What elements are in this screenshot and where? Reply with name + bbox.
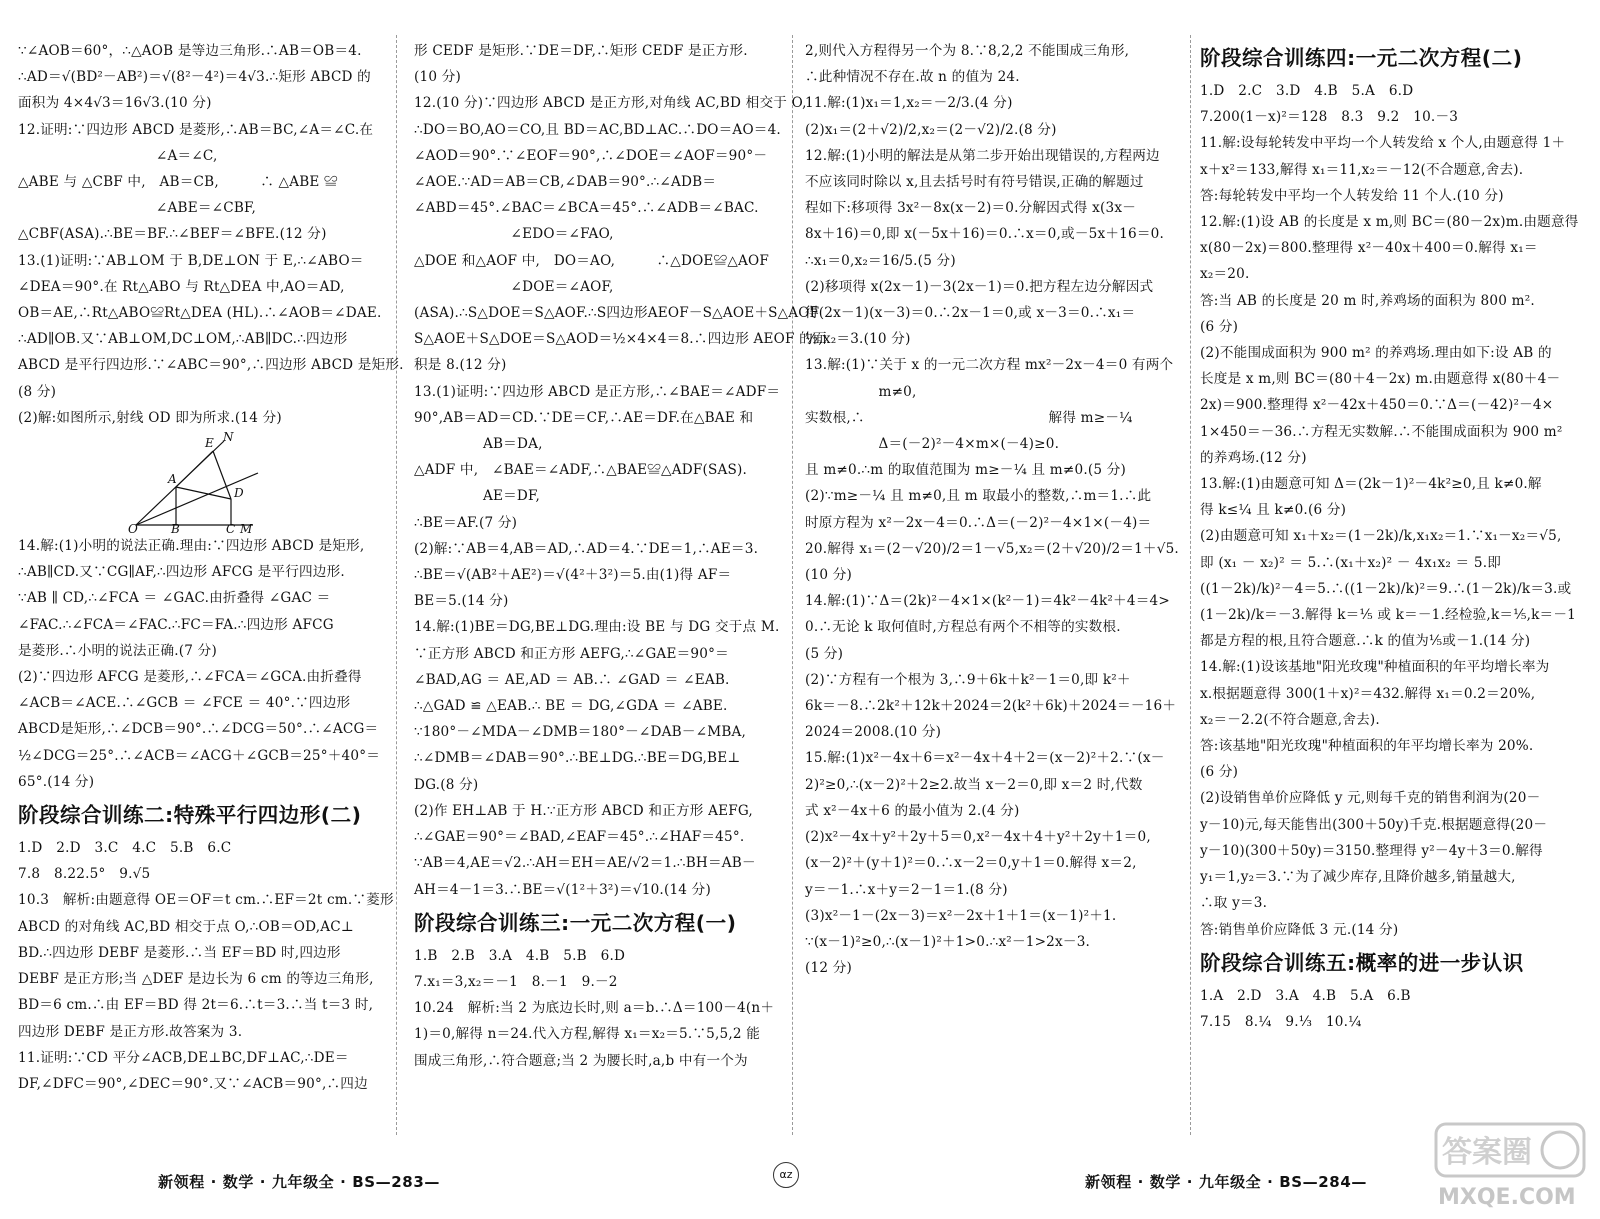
text-line: (2)∵m≥－¼ 且 m≠0,且 m 取最小的整数,∴m＝1.∴此	[805, 488, 1152, 505]
text-line: DF,∠DFC＝90°,∠DEC＝90°.又∵∠ACB＝90°,∴四边	[18, 1075, 368, 1092]
text-line: ∠EDO＝∠FAO,	[414, 226, 614, 243]
text-line: 10.3 解析:由题意得 OE＝OF＝t cm.∴EF＝2t cm.∵菱形	[18, 892, 394, 909]
text-line: x₂＝－2.2(不符合题意,舍去).	[1200, 711, 1380, 728]
text-line: 13.(1)证明:∵AB⊥OM 于 B,DE⊥ON 于 E,∴∠ABO＝	[18, 252, 364, 269]
text-line: 1)＝0,解得 n＝24.代入方程,解得 x₁＝x₂＝5.∵5,5,2 能	[414, 1026, 761, 1043]
text-line: ∠ACB＝∠ACE.∴∠GCB ＝ ∠FCE ＝ 40°.∵四边形	[18, 695, 351, 712]
text-line: (2)不能围成面积为 900 m² 的养鸡场.理由如下:设 AB 的	[1200, 345, 1552, 362]
text-line: 12.解:(1)小明的解法是从第二步开始出现错误的,方程两边	[805, 147, 1160, 164]
text-line: 不应该同时除以 x,且去括号时有符号错误,正确的解题过	[805, 174, 1144, 191]
text-line: 1×450＝－36.∴方程无实数解.∴不能围成面积为 900 m²	[1200, 423, 1563, 440]
text-line: y－10)元,每天能售出(300＋50y)千克.根据题意得(20－	[1200, 816, 1548, 833]
text-line: y－10)(300＋50y)＝3150.整理得 y²－4y＋3＝0.解得	[1200, 842, 1543, 859]
text-line: 2x)＝900.整理得 x²－42x＋450＝0.∵Δ＝(－42)²－4×	[1200, 397, 1554, 414]
text-line: 10.24 解析:当 2 为底边长时,则 a＝b.∴Δ＝100－4(n＋	[414, 1000, 775, 1017]
text-line: 得 k≤¼ 且 k≠0.(6 分)	[1200, 502, 1347, 519]
geometry-figure	[18, 430, 268, 537]
text-line: ∠ABD＝45°.∠BAC＝∠BCA＝45°.∴∠ADB＝∠BAC.	[414, 200, 759, 217]
text-line: 1.A 2.D 3.A 4.B 5.A 6.B	[1200, 987, 1411, 1004]
label-m: M	[240, 522, 253, 537]
text-line: (12 分)	[805, 960, 853, 977]
text-line: 形 CEDF 是矩形.∵DE＝DF,∴矩形 CEDF 是正方形.	[414, 43, 748, 59]
answer-column-3	[805, 38, 1178, 1128]
text-line: 6k＝－8.∴2k²＋12k＋2024＝2(k²＋6k)＋2024＝－16＋	[805, 698, 1177, 715]
text-line: 是菱形.∴小明的说法正确.(7 分)	[18, 642, 217, 659]
text-line: (6 分)	[1200, 318, 1239, 335]
text-line: (2)解:如图所示,射线 OD 即为所求.(14 分)	[18, 409, 282, 426]
text-line: y＝－1.∴x＋y＝2－1＝1.(8 分)	[805, 881, 1008, 898]
text-line: (10 分)	[805, 567, 853, 584]
section-title-4: 阶段综合训练四:一元二次方程(二)	[1200, 46, 1523, 70]
text-line: 20.解得 x₁＝(2－√20)/2＝1－√5,x₂＝(2＋√20)/2＝1＋√5.	[805, 540, 1179, 557]
text-line: 2,则代入方程得另一个为 8.∵8,2,2 不能围成三角形,	[805, 43, 1130, 59]
text-line: 12.证明:∵四边形 ABCD 是菱形,∴AB＝BC,∠A＝∠C.在	[18, 121, 374, 138]
column-divider	[396, 35, 397, 1135]
label-c: C	[226, 522, 236, 537]
text-line: DG.(8 分)	[414, 776, 479, 793]
text-line: 1.D 2.D 3.C 4.C 5.B 6.C	[18, 840, 232, 857]
label-e: E	[205, 436, 214, 451]
text-line: 程如下:移项得 3x²－8x(x－2)＝0.分解因式得 x(3x－	[805, 200, 1136, 217]
text-line: △DOE 和△AOF 中, DO＝AO, ∴△DOE≌△AOF	[414, 252, 769, 269]
text-line: 8x＋16)＝0,即 x(－5x＋16)＝0.∴x＝0,或－5x＋16＝0.	[805, 226, 1165, 243]
text-line: Δ＝(－2)²－4×m×(－4)≥0.	[805, 436, 1060, 453]
text-line: ∴此种情况不存在.故 n 的值为 24.	[805, 69, 1020, 86]
text-line: ∴x₁＝0,x₂＝16/5.(5 分)	[805, 252, 956, 269]
section-title-3: 阶段综合训练三:一元二次方程(一)	[414, 910, 737, 935]
text-line: ∵180°－∠MDA－∠DMB＝180°－∠DAB－∠MBA,	[414, 724, 747, 741]
text-line: 7.200(1－x)²＝128 8.3 9.2 10.－3	[1200, 109, 1459, 126]
label-o: O	[128, 522, 139, 537]
text-line: ∴取 y＝3.	[1200, 895, 1268, 912]
text-line: ABCD是矩形,∴∠DCB＝90°.∴∠DCG＝50°.∴∠ACG＝	[18, 721, 379, 738]
text-line: ∴∠DMB＝∠DAB＝90°.∴BE⊥DG.∴BE＝DG,BE⊥	[414, 750, 741, 767]
text-line: ∠BAD,AG ＝ AE,AD ＝ AB.∴ ∠GAD ＝ ∠EAB.	[414, 671, 730, 688]
text-line: (2)解:∵AB＝4,AB＝AD,∴AD＝4.∵DE＝1,∴AE＝3.	[414, 540, 759, 557]
text-line: x＋x²＝133,解得 x₁＝11,x₂＝－12(不合题意,舍去).	[1200, 161, 1524, 178]
text-line: 12.解:(1)设 AB 的长度是 x m,则 BC＝(80－2x)m.由题意得	[1200, 214, 1579, 231]
text-line: x.根据题意得 300(1＋x)²＝432.解得 x₁＝0.2＝20%,	[1200, 685, 1536, 702]
text-line: (2)作 EH⊥AB 于 H.∵正方形 ABCD 和正方形 AEFG,	[414, 802, 753, 819]
text-line: ½,x₂＝3.(10 分)	[805, 331, 911, 348]
text-line: ∴∠GAE＝90°＝∠BAD,∠EAF＝45°.∴∠HAF＝45°.	[414, 829, 745, 846]
text-line: ∵AB ∥ CD,∴∠FCA ＝ ∠GAC.由折叠得 ∠GAC ＝	[18, 590, 331, 607]
footer-left: 新领程 · 数学 · 九年级全 · BS—283—	[158, 1173, 440, 1191]
text-line: 围成三角形,∴符合题意;当 2 为腰长时,a,b 中有一个为	[414, 1052, 748, 1069]
text-line: 答:当 AB 的长度是 20 m 时,养鸡场的面积为 800 m².	[1200, 292, 1535, 309]
text-line: BD＝6 cm.∴由 EF＝BD 得 2t＝6.∴t＝3.∴当 t＝3 时,	[18, 997, 374, 1014]
text-line: ∴BE＝AF.(7 分)	[414, 514, 518, 531]
text-line: 13.解:(1)由题意可知 Δ＝(2k－1)²－4k²≥0,且 k≠0.解	[1200, 476, 1542, 493]
text-line: 1.B 2.B 3.A 4.B 5.B 6.D	[414, 947, 626, 964]
text-line: (x－2)²＋(y＋1)²＝0.∴x－2＝0,y＋1＝0.解得 x＝2,	[805, 855, 1137, 872]
text-line: x(80－2x)＝800.整理得 x²－40x＋400＝0.解得 x₁＝	[1200, 240, 1538, 257]
text-line: ∠AOD＝90°.∵∠EOF＝90°,∴∠DOE＝∠AOF＝90°－	[414, 147, 768, 164]
text-line: ∵正方形 ABCD 和正方形 AEFG,∴∠GAE＝90°＝	[414, 645, 729, 662]
text-line: ∴△GAD ≌ △EAB.∴ BE ＝ DG,∠GDA ＝ ∠ABE.	[414, 698, 728, 715]
text-line: ABCD 是平行四边形.∵∠ABC＝90°,∴四边形 ABCD 是矩形.	[18, 357, 404, 374]
text-line: 11.解:(1)x₁＝1,x₂＝－2/3.(4 分)	[805, 95, 1013, 112]
text-line: AE＝DF,	[414, 488, 541, 505]
text-line: 11.证明:∵CD 平分∠ACB,DE⊥BC,DF⊥AC,∴DE＝	[18, 1049, 349, 1066]
text-line: ∠DEA＝90°.在 Rt△ABO 与 Rt△DEA 中,AO＝AD,	[18, 278, 345, 295]
text-line: ∴AB∥CD.又∵CG∥AF,∴四边形 AFCG 是平行四边形.	[18, 564, 345, 581]
text-line: 式 x²－4x＋6 的最小值为 2.(4 分)	[805, 802, 1020, 819]
text-line: 13.(1)证明:∵四边形 ABCD 是正方形,∴∠BAE＝∠ADF＝	[414, 383, 781, 400]
text-line: ∠DOE＝∠AOF,	[414, 278, 614, 295]
text-line: ABCD 的对角线 AC,BD 相交于点 O,∴OB＝OD,AC⊥	[18, 918, 354, 935]
text-line: 长度是 x m,则 BC＝(80＋4－2x) m.由题意得 x(80＋4－	[1200, 371, 1561, 388]
text-line: y₁＝1,y₂＝3.∵为了减少库存,且降价越多,销量越大,	[1200, 869, 1516, 886]
section-title-5: 阶段综合训练五:概率的进一步认识	[1200, 950, 1524, 975]
text-line: 7.15 8.¼ 9.⅓ 10.¼	[1200, 1013, 1362, 1030]
text-line: (ASA).∴S△DOE＝S△AOF.∴S四边形AEOF－S△AOE＋S△AOF	[414, 305, 820, 322]
footer-right: 新领程 · 数学 · 九年级全 · BS—284—	[1085, 1173, 1367, 1191]
text-line: (8 分)	[18, 383, 57, 400]
text-line: ∵AB＝4,AE＝√2.∴AH＝EH＝AE/√2＝1.∴BH＝AB－	[414, 855, 756, 872]
text-line: △CBF(ASA).∴BE＝BF.∴∠BEF＝∠BFE.(12 分)	[18, 226, 327, 243]
text-line: (2)设销售单价应降低 y 元,则每千克的销售利润为(20－	[1200, 790, 1541, 807]
text-line: ∴DO＝BO,AO＝CO,且 BD＝AC,BD⊥AC.∴DO＝AO＝4.	[414, 121, 781, 138]
text-line: ∠FAC.∴∠FCA＝∠FAC.∴FC＝FA.∴四边形 AFCG	[18, 616, 334, 633]
text-line: 即 (x₁ － x₂)² ＝ 5.∴(x₁＋x₂)² － 4x₁x₂ ＝ 5.即	[1200, 554, 1502, 571]
text-line: (2)由题意可知 x₁＋x₂＝(1－2k)/k,x₁x₂＝1.∵x₁－x₂＝√5,	[1200, 528, 1562, 545]
text-line: 都是方程的根,且符合题意.∴k 的值为⅕或－1.(14 分)	[1200, 633, 1531, 650]
text-line: (10 分)	[414, 69, 462, 86]
text-line: 面积为 4×4√3＝16√3.(10 分)	[18, 95, 212, 112]
column-divider	[792, 35, 793, 1135]
text-line: 13.解:(1)∵关于 x 的一元二次方程 mx²－2x－4＝0 有两个	[805, 357, 1174, 374]
text-line: △ADF 中, ∠BAE＝∠ADF,∴△BAE≌△ADF(SAS).	[414, 462, 748, 479]
text-line: 得(2x－1)(x－3)＝0.∴2x－1＝0,或 x－3＝0.∴x₁＝	[805, 305, 1136, 322]
text-line: ∴BE＝√(AB²＋AE²)＝√(4²＋3²)＝5.由(1)得 AF＝	[414, 567, 732, 584]
watermark-url: MXQE.COM	[1438, 1185, 1576, 1210]
text-line: (2)∵四边形 AFCG 是菱形,∴∠FCA＝∠GCA.由折叠得	[18, 669, 362, 686]
text-line: 14.解:(1)小明的说法正确.理由:∵四边形 ABCD 是矩形,	[18, 538, 365, 555]
text-line: ∠ABE＝∠CBF,	[18, 200, 257, 217]
label-n: N	[223, 430, 234, 445]
answer-column-1	[18, 38, 404, 1128]
label-d: D	[234, 486, 244, 501]
watermark-text: 答案圈	[1442, 1135, 1532, 1170]
text-line: 且 m≠0.∴m 的取值范围为 m≥－¼ 且 m≠0.(5 分)	[805, 462, 1127, 479]
text-line: BE＝5.(14 分)	[414, 593, 509, 610]
text-line: OB＝AE,∴Rt△ABO≌Rt△DEA (HL).∴∠AOB＝∠DAE.	[18, 305, 382, 322]
text-line: 14.解:(1)∵Δ＝(2k)²－4×1×(k²－1)＝4k²－4k²＋4＝4>	[805, 593, 1170, 610]
watermark-logo	[1430, 1118, 1590, 1210]
text-line: x₂＝20.	[1200, 266, 1250, 283]
text-line: 积是 8.(12 分)	[414, 357, 507, 374]
label-a: A	[168, 472, 177, 487]
text-line: 12.(10 分)∵四边形 ABCD 是正方形,对角线 AC,BD 相交于 O,	[414, 95, 807, 112]
text-line: ((1－2k)/k)²－4＝5.∴((1－2k)/k)²＝9.∴(1－2k)/k＝3.或	[1200, 580, 1572, 597]
text-line: 答:销售单价应降低 3 元.(14 分)	[1200, 921, 1399, 938]
text-line: ∠AOE.∵AD＝AB＝CB,∠DAB＝90°.∴∠ADB＝	[414, 174, 717, 191]
text-line: BD.∴四边形 DEBF 是菱形.∴当 EF＝BD 时,四边形	[18, 944, 341, 961]
text-line: 1.D 2.C 3.D 4.B 5.A 6.D	[1200, 83, 1414, 99]
text-line: 答:每轮转发中平均一个人转发给 11 个人.(10 分)	[1200, 187, 1504, 204]
text-line: (2)移项得 x(2x－1)－3(2x－1)＝0.把方程左边分解因式	[805, 278, 1154, 295]
section-title-2: 阶段综合训练二:特殊平行四边形(二)	[18, 803, 362, 828]
text-line: 0.∴无论 k 取何值时,方程总有两个不相等的实数根.	[805, 619, 1121, 636]
text-line: ∠A＝∠C,	[18, 147, 218, 164]
text-line: (2)x₁＝(2＋√2)/2,x₂＝(2－√2)/2.(8 分)	[805, 121, 1057, 138]
text-line: DEBF 是正方形;当 △DEF 是边长为 6 cm 的等边三角形,	[18, 971, 374, 988]
text-line: ∵∠AOB＝60°，∴△AOB 是等边三角形.∴AB＝OB＝4.	[18, 43, 362, 59]
text-line: S△AOE＋S△DOE＝S△AOD＝½×4×4＝8.∴四边形 AEOF 的面	[414, 331, 827, 348]
text-line: (2)∵方程有一个根为 3,∴9＋6k＋k²－1＝0,即 k²＋	[805, 671, 1131, 688]
text-line: AH＝4－1＝3.∴BE＝√(1²＋3²)＝√10.(14 分)	[414, 881, 711, 898]
text-line: (1－2k)/k＝－3.解得 k＝⅕ 或 k＝－1.经检验,k＝⅕,k＝－1	[1200, 607, 1576, 624]
page-mark: αz	[773, 1162, 799, 1188]
text-line: m≠0,	[805, 383, 917, 400]
text-line: 65°.(14 分)	[18, 773, 95, 790]
text-line: 2)²≥0,∴(x－2)²＋2≥2.故当 x－2＝0,即 x＝2 时,代数	[805, 776, 1143, 793]
column-divider	[1190, 35, 1191, 1135]
text-line: △ABE 与 △CBF 中, AB＝CB, ∴ △ABE ≌	[18, 174, 338, 191]
text-line: AB＝DA,	[414, 436, 543, 453]
text-line: 四边形 DEBF 是正方形.故答案为 3.	[18, 1023, 243, 1040]
text-line: 实数根,∴ 解得 m≥－¼	[805, 409, 1133, 426]
answer-column-4	[1200, 38, 1588, 1128]
text-line: ∴AD＝√(BD²－AB²)＝√(8²－4²)＝4√3.∴矩形 ABCD 的	[18, 69, 371, 86]
text-line: (2)x²－4x＋y²＋2y＋5＝0,x²－4x＋4＋y²＋2y＋1＝0,	[805, 829, 1151, 846]
text-line: ∴AD∥OB.又∵AB⊥OM,DC⊥OM,∴AB∥DC.∴四边形	[18, 331, 348, 348]
text-line: 90°,AB＝AD＝CD.∵DE＝CF,∴AE＝DF.在△BAE 和	[414, 409, 754, 426]
text-line: 11.解:设每轮转发中平均一个人转发给 x 个人,由题意得 1＋	[1200, 135, 1566, 152]
text-line: 2024＝2008.(10 分)	[805, 724, 942, 741]
text-line: 14.解:(1)BE＝DG,BE⊥DG.理由:设 BE 与 DG 交于点 M.	[414, 619, 780, 636]
text-line: 时原方程为 x²－2x－4＝0.∴Δ＝(－2)²－4×1×(－4)＝	[805, 514, 1152, 531]
text-line: 的养鸡场.(12 分)	[1200, 449, 1307, 466]
text-line: 7.x₁＝3,x₂＝－1 8.－1 9.－2	[414, 973, 618, 990]
text-line: (5 分)	[805, 645, 844, 662]
text-line: 7.8 8.22.5° 9.√5	[18, 866, 151, 883]
text-line: 14.解:(1)设该基地"阳光玫瑰"种植面积的年平均增长率为	[1200, 659, 1550, 676]
text-line: (6 分)	[1200, 764, 1239, 781]
text-line: 答:该基地"阳光玫瑰"种植面积的年平均增长率为 20%.	[1200, 738, 1534, 755]
text-line: (3)x²－1－(2x－3)＝x²－2x＋1＋1＝(x－1)²＋1.	[805, 907, 1117, 924]
label-b: B	[171, 522, 181, 537]
text-line: 15.解:(1)x²－4x＋6＝x²－4x＋4＋2＝(x－2)²＋2.∵(x－	[805, 750, 1165, 767]
text-line: ∵(x－1)²≥0,∴(x－1)²＋1>0.∴x²－1>2x－3.	[805, 933, 1091, 950]
text-line: ½∠DCG＝25°.∴∠ACB＝∠ACG＋∠GCB＝25°＋40°＝	[18, 747, 380, 764]
